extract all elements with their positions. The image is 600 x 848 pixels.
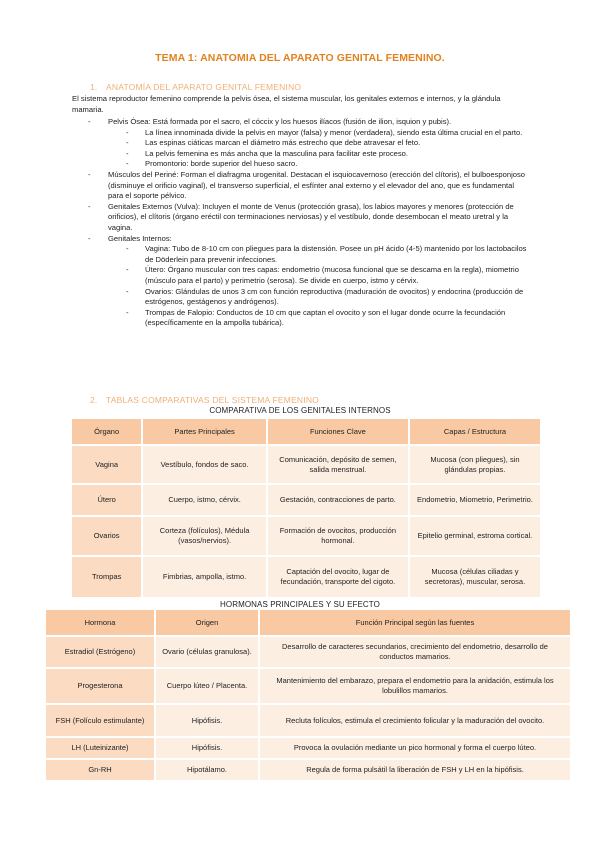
section-1-title: ANATOMÍA DEL APARATO GENITAL FEMENINO [106, 82, 302, 92]
table-cell: Ovarios [72, 517, 141, 555]
table-cell: Vestíbulo, fondos de saco. [143, 446, 266, 483]
table-row [46, 637, 570, 667]
list-subitem: - Trompas de Falopio: Conductos de 10 cm que captan el ovocito y son el lugar donde ocurre la fecundación (específicamente en la ampolla tubárica). [126, 307, 506, 328]
table-2-caption: HORMONAS PRINCIPALES Y SU EFECTO [220, 600, 380, 609]
list-item-perine: - Músculos del Periné: Forman el diafragma urogenital. Destacan el isquiocavernoso (erección del clítoris), el bulboesponjoso (disminuye el orificio vaginal), el transverso superficial, el esfínter anal externo y el elevador del ano, que es fundamental para el soporte pélvico. [88, 169, 526, 201]
table-cell: Estradiol (Estrógeno) [46, 637, 154, 667]
section-1-intro: El sistema reproductor femenino comprende la pelvis ósea, el sistema muscular, los genitales externos e internos, y la glándula mamaria. [72, 94, 501, 114]
table-header-cell: Órgano [72, 419, 141, 444]
anatomy-list [88, 117, 528, 329]
table-row [46, 760, 570, 780]
table-cell: Ovario (células granulosa). [156, 637, 258, 667]
table-row [72, 485, 540, 515]
table-cell: Trompas [72, 557, 141, 597]
table-genitales-internos [70, 417, 542, 599]
table-header-cell: Partes Principales [143, 419, 266, 444]
table-row [46, 705, 570, 736]
list-subitem: - Ovarios: Glándulas de unos 3 cm con función reproductiva (maduración de ovocitos) y endocrina (producción de estrógenos, gestágenos y andrógenos). [126, 286, 524, 307]
sublist-pelvis [126, 127, 527, 170]
table-cell: Hipotálamo. [156, 760, 258, 780]
list-item-pelvis: - Pelvis Ósea: Está formada por el sacro, el cóccix y los huesos ilíacos (fusión de ilion, isquion y pubis). [88, 117, 452, 126]
table-header-cell: Origen [156, 610, 258, 635]
table-header-cell: Hormona [46, 610, 154, 635]
table-row [46, 738, 570, 758]
table-cell: Mucosa (con pliegues), sin glándulas propias. [410, 446, 540, 483]
table-cell: Mantenimiento del embarazo, prepara el endometrio para la anidación, estimula los lobulillos mamarios. [260, 669, 570, 703]
list-subitem: - Promontorio: borde superior del hueso sacro. [126, 159, 298, 169]
table-cell: FSH (Folículo estimulante) [46, 705, 154, 736]
table-cell: Útero [72, 485, 141, 515]
table-cell: Hipófisis. [156, 705, 258, 736]
sublist-genitales-internos [126, 244, 527, 329]
document-title: TEMA 1: ANATOMIA DEL APARATO GENITAL FEMENINO. [155, 52, 445, 64]
table-cell: LH (Luteinizante) [46, 738, 154, 758]
section-1-heading [90, 82, 301, 92]
table-cell: Regula de forma pulsátil la liberación de FSH y LH en la hipófisis. [260, 760, 570, 780]
list-subitem: - Vagina: Tubo de 8-10 cm con pliegues para la distensión. Posee un pH ácido (4-5) mantenido por los lactobacilos de Döderlein para prevenir infecciones. [126, 244, 527, 264]
table-cell: Hipófisis. [156, 738, 258, 758]
list-item-genitales-internos: - Genitales Internos: [88, 233, 172, 243]
table-1-caption: COMPARATIVA DE LOS GENITALES INTERNOS [209, 406, 391, 415]
table-row [72, 446, 540, 483]
table-hormonas [44, 608, 572, 782]
table-cell: Desarrollo de caracteres secundarios, crecimiento del endometrio, desarrollo de conductos mamarios. [260, 637, 570, 667]
table-cell: Endometrio, Miometrio, Perimetrio. [410, 485, 540, 515]
table-header-row [72, 419, 540, 444]
list-subitem: - Útero: Órgano muscular con tres capas: endometrio (mucosa funcional que se descama en la regla), miometrio (músculo para el parto) y perimetrio (serosa). Se divide en cuerpo, istmo y cérvix. [126, 265, 519, 285]
list-subitem: - La pelvis femenina es más ancha que la masculina para facilitar este proceso. [126, 148, 408, 158]
section-1-number: 1. [90, 82, 98, 92]
table-cell: Recluta folículos, estimula el crecimiento folicular y la maduración del ovocito. [260, 705, 570, 736]
section-2-number: 2. [90, 395, 98, 405]
table-cell: Fimbrias, ampolla, istmo. [143, 557, 266, 597]
list-subitem: - Las espinas ciáticas marcan el diámetro más estrecho que debe atravesar el feto. [126, 138, 421, 148]
table-cell: Captación del ovocito, lugar de fecundación, transporte del cigoto. [268, 557, 408, 597]
table-row [72, 517, 540, 555]
table-header-cell: Capas / Estructura [410, 419, 540, 444]
table-cell: Vagina [72, 446, 141, 483]
table-header-cell: Función Principal según las fuentes [260, 610, 570, 635]
table-cell: Mucosa (células ciliadas y secretoras), muscular, serosa. [410, 557, 540, 597]
table-cell: Epitelio germinal, estroma cortical. [410, 517, 540, 555]
table-cell: Gn-RH [46, 760, 154, 780]
table-row [46, 669, 570, 703]
table-cell: Corteza (folículos), Médula (vasos/nervios). [143, 517, 266, 555]
table-cell: Gestación, contracciones de parto. [268, 485, 408, 515]
list-subitem: - La línea innominada divide la pelvis en mayor (falsa) y menor (verdadera), siendo esta última crucial en el parto. [126, 127, 523, 137]
table-cell: Formación de ovocitos, producción hormonal. [268, 517, 408, 555]
table-cell: Provoca la ovulación mediante un pico hormonal y forma el cuerpo lúteo. [260, 738, 570, 758]
table-cell: Cuerpo lúteo / Placenta. [156, 669, 258, 703]
table-cell: Comunicación, depósito de semen, salida menstrual. [268, 446, 408, 483]
table-cell: Progesterona [46, 669, 154, 703]
section-2-title: TABLAS COMPARATIVAS DEL SISTEMA FEMENINO [106, 395, 319, 405]
table-header-cell: Funciones Clave [268, 419, 408, 444]
table-header-row [46, 610, 570, 635]
list-item-genitales-externos: - Genitales Externos (Vulva): Incluyen el monte de Venus (protección grasa), los labios mayores y menores (protección de orificios), el clítoris (órgano eréctil con terminaciones nerviosas) y el vestíbulo, donde desembocan el meato uretral y la vagina. [88, 201, 514, 232]
table-cell: Cuerpo, istmo, cérvix. [143, 485, 266, 515]
table-row [72, 557, 540, 597]
section-2-heading [90, 395, 319, 405]
